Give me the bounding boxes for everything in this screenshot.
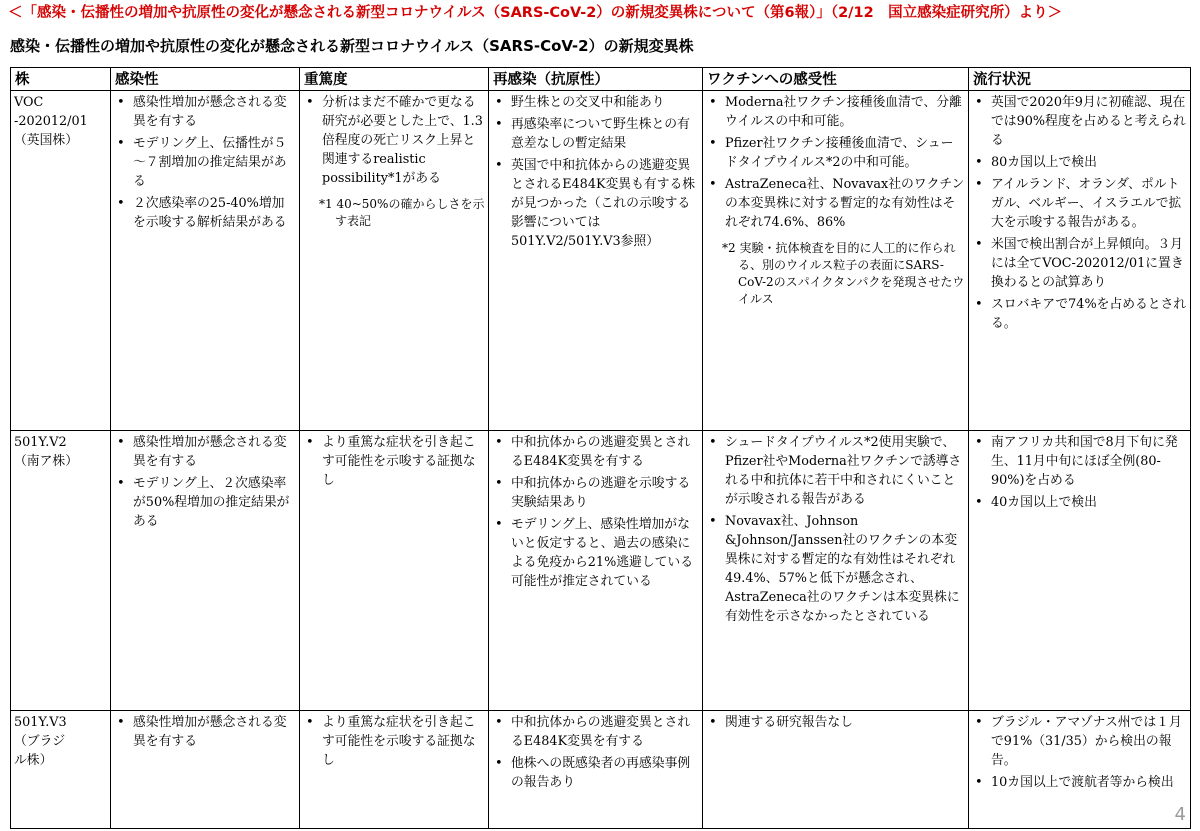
reinfection-cell <box>489 91 703 431</box>
list-item: • ブラジル・アマゾナス州では１月で91%（31/35）から検出の報告。 <box>972 713 1187 770</box>
column-header-infectivity: 感染性 <box>111 68 300 91</box>
table-row <box>11 431 1191 711</box>
list-item: • 感染性増加が懸念される変異を有する <box>114 433 296 471</box>
list-item: • Novavax社、Johnson &Johnson/Janssen社のワクチンの本変異株に対する暫定的な有効性はそれぞれ49.4%、57%と低下が懸念され、AstraZeneca社のワクチンは本変異株に有効性を示さなかったとされている <box>706 512 965 626</box>
epidemic-cell <box>969 711 1191 829</box>
list-item: • モデリング上、伝播性が５～７割増加の推定結果がある <box>114 134 296 191</box>
column-header-epidemic: 流行状況 <box>969 68 1191 91</box>
list-item: • 10カ国以上で渡航者等から検出 <box>972 773 1187 792</box>
epidemic-cell <box>969 431 1191 711</box>
list-item: • 他株への既感染者の再感染事例の報告あり <box>492 754 699 792</box>
infectivity-cell <box>111 431 300 711</box>
list-item: • より重篤な症状を引き起こす可能性を示唆する証拠なし <box>303 433 485 490</box>
column-header-severity: 重篤度 <box>300 68 489 91</box>
list-item: • アイルランド、オランダ、ポルトガル、ベルギー、イスラエルで拡大を示唆する報告がある。 <box>972 175 1187 232</box>
list-item: • 関連する研究報告なし <box>706 713 965 732</box>
table-header-row <box>11 68 1191 91</box>
list-item: • 中和抗体からの逃避変異とされるE484K変異を有する <box>492 433 699 471</box>
variant-name-line: -202012/01 <box>14 114 88 129</box>
epidemic-cell <box>969 91 1191 431</box>
page-title: 感染・伝播性の増加や抗原性の変化が懸念される新型コロナウイルス（SARS-CoV-2）の新規変異株 <box>10 37 694 55</box>
page-number: 4 <box>1174 804 1186 825</box>
list-item: • 感染性増加が懸念される変異を有する <box>114 93 296 131</box>
list-item: • モデリング上、２次感染率が50%程増加の推定結果がある <box>114 474 296 531</box>
reinfection-cell <box>489 711 703 829</box>
variant-name-line: （英国株） <box>14 133 78 148</box>
severity-cell <box>300 91 489 431</box>
list-item: • 分析はまだ不確かで更なる研究が必要とした上で、1.3倍程度の死亡リスク上昇と関連するrealistic possibility*1がある <box>303 93 485 188</box>
list-item: • 中和抗体からの逃避を示唆する実験結果あり <box>492 474 699 512</box>
variant-name-line: （南ア株） <box>14 454 78 469</box>
list-item: • 80カ国以上で検出 <box>972 153 1187 172</box>
vaccine-cell <box>703 431 969 711</box>
column-header-strain: 株 <box>11 68 111 91</box>
list-item: • 中和抗体からの逃避変異とされるE484K変異を有する <box>492 713 699 751</box>
list-item: • より重篤な症状を引き起こす可能性を示唆する証拠なし <box>303 713 485 770</box>
list-item: • 40カ国以上で検出 <box>972 493 1187 512</box>
list-item: • AstraZeneca社、Novavax社のワクチンの本変異株に対する暫定的な有効性はそれぞれ74.6%、86% <box>706 175 965 232</box>
list-item: • 英国で2020年9月に初確認、現在では90%程度を占めると考えられる <box>972 93 1187 150</box>
list-item: • Moderna社ワクチン接種後血清で、分離ウイルスの中和可能。 <box>706 93 965 131</box>
variant-name-line: 501Y.V3 <box>14 715 67 730</box>
variants-table <box>10 67 1191 829</box>
infectivity-cell <box>111 91 300 431</box>
list-item: • スロバキアで74%を占めるとされる。 <box>972 295 1187 333</box>
vaccine-cell <box>703 711 969 829</box>
list-item: • 南アフリカ共和国で8月下旬に発生、11月中旬にほぼ全例(80-90%)を占める <box>972 433 1187 490</box>
variant-name-line: VOC <box>14 95 44 110</box>
variant-name-line: （ブラジ <box>14 734 66 749</box>
variant-name-cell <box>11 711 111 829</box>
list-item: • Pfizer社ワクチン接種後血清で、シュードタイプウイルス*2の中和可能。 <box>706 134 965 172</box>
severity-cell <box>300 431 489 711</box>
source-banner: ＜「感染・伝播性の増加や抗原性の変化が懸念される新型コロナウイルス（SARS-CoV-2）の新規変異株について（第6報）」（2/12 国立感染症研究所）より＞ <box>8 5 1063 21</box>
column-header-vaccine: ワクチンへの感受性 <box>703 68 969 91</box>
variant-name-cell <box>11 431 111 711</box>
variant-name-line: 501Y.V2 <box>14 435 67 450</box>
table-row <box>11 711 1191 829</box>
list-item: • モデリング上、感染性増加がないと仮定すると、過去の感染による免疫から21%逃避している可能性が推定されている <box>492 515 699 591</box>
footnote: *2 実験・抗体検査を目的に人工的に作られる、別のウイルス粒子の表面にSARS-CoV-2のスパイクタンパクを発現させたウイルス <box>722 241 965 306</box>
list-item: • 再感染率について野生株との有意差なしの暫定結果 <box>492 115 699 153</box>
list-item: • 野生株との交叉中和能あり <box>492 93 699 112</box>
list-item: • 感染性増加が懸念される変異を有する <box>114 713 296 751</box>
column-header-reinfection: 再感染（抗原性） <box>489 68 703 91</box>
footnote: *1 40~50%の確からしさを示す表記 <box>319 197 485 228</box>
variant-name-line: ル株） <box>14 753 53 768</box>
vaccine-cell <box>703 91 969 431</box>
table-row <box>11 91 1191 431</box>
severity-cell <box>300 711 489 829</box>
list-item: • シュードタイプウイルス*2使用実験で、Pfizer社やModerna社ワクチンで誘導される中和抗体に若干中和されにくいことが示唆される報告がある <box>706 433 965 509</box>
variant-name-cell <box>11 91 111 431</box>
list-item: • ２次感染率の25-40%増加を示唆する解析結果がある <box>114 194 296 232</box>
list-item: • 米国で検出割合が上昇傾向。３月には全てVOC-202012/01に置き換わるとの試算あり <box>972 235 1187 292</box>
infectivity-cell <box>111 711 300 829</box>
list-item: • 英国で中和抗体からの逃避変異とされるE484K変異も有する株が見つかった（これの示唆する影響については501Y.V2/501Y.V3参照） <box>492 156 699 251</box>
reinfection-cell <box>489 431 703 711</box>
